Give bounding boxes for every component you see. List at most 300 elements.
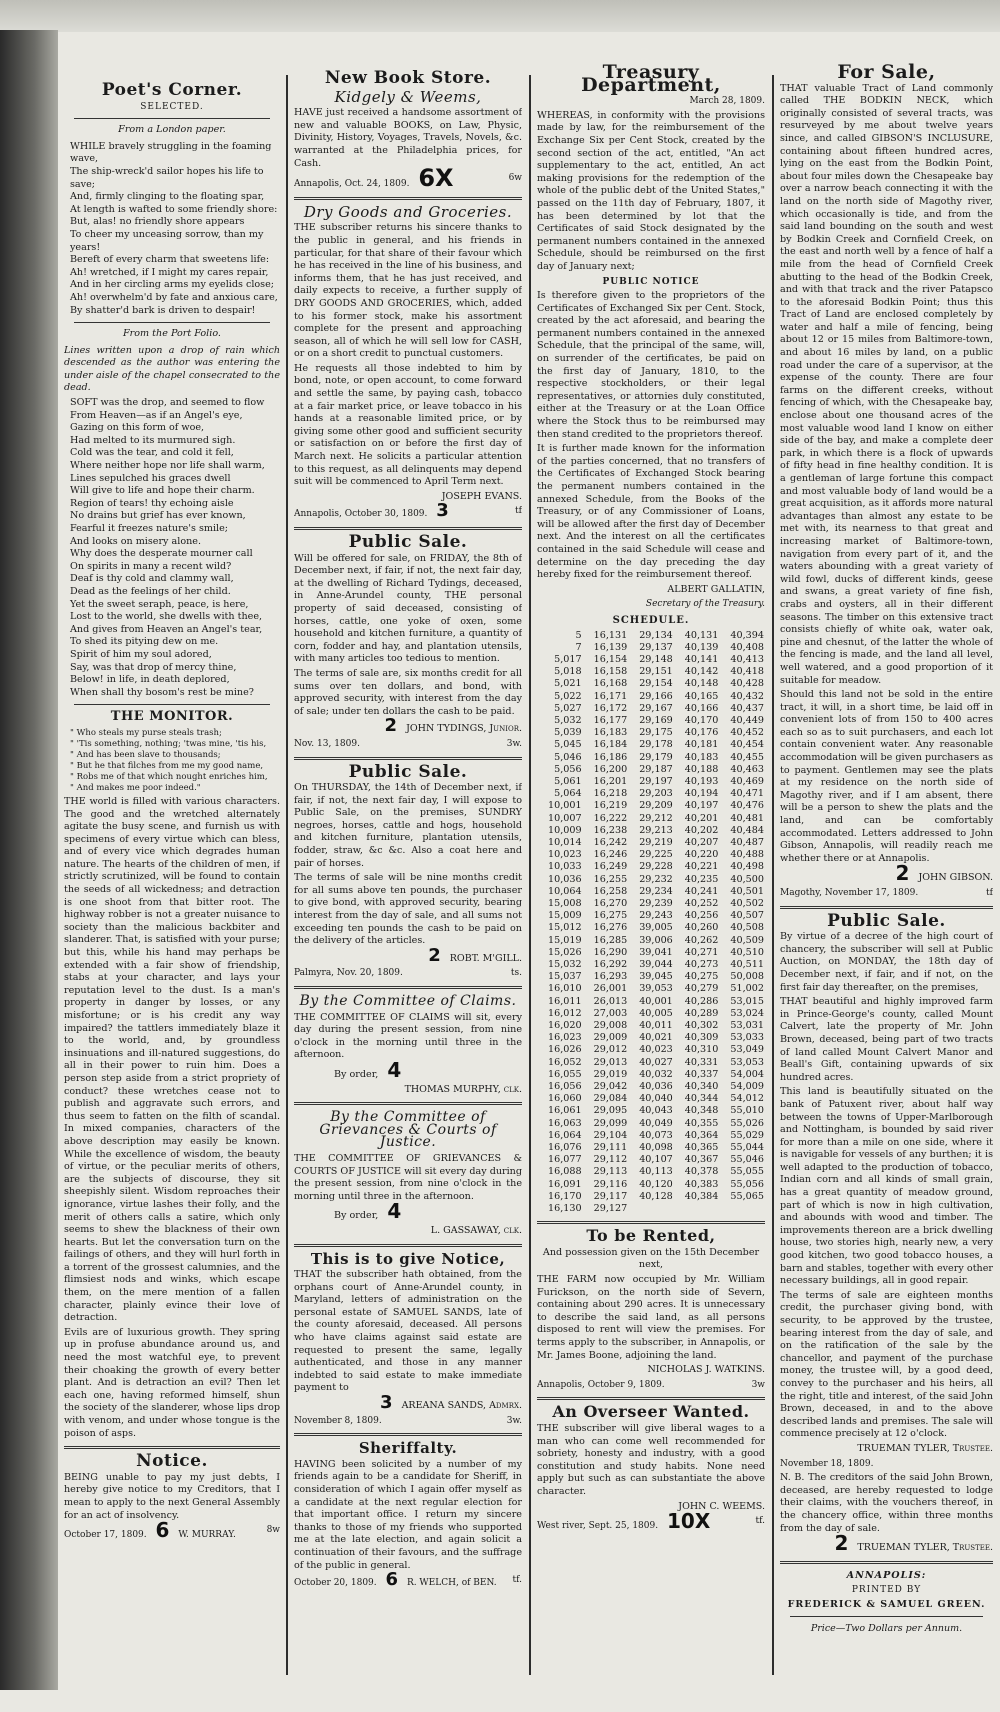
poem-line: Dead as the feelings of her child.	[70, 585, 231, 597]
schedule-cell: 40,310	[684, 1044, 719, 1056]
schedule-cell: 39,053	[639, 983, 673, 995]
schedule-table	[537, 630, 765, 1216]
divider	[74, 322, 270, 323]
schedule-cell: 40,043	[639, 1105, 673, 1117]
divider	[64, 1446, 280, 1449]
schedule-cell: 29,116	[593, 1178, 628, 1190]
claims-title: By the Committee of Claims.	[299, 993, 517, 1009]
schedule-cell: 40,408	[730, 641, 764, 653]
poem-line: At length is wafted to some friendly shore:	[70, 203, 278, 215]
schedule-cell: 16,170	[548, 1190, 582, 1202]
poem-line: On spirits in many a recent wild?	[70, 560, 232, 572]
schedule-cell: 40,011	[639, 1020, 673, 1032]
dry-goods-handwritten-mark: 3	[436, 500, 449, 522]
grievances-handwritten-mark: 4	[387, 1199, 402, 1224]
sheriffalty-date: October 20, 1809.	[294, 1578, 377, 1589]
divider	[780, 1561, 993, 1564]
schedule-cell: 16,246	[593, 849, 628, 861]
give-notice-date: November 8, 1809.	[294, 1415, 382, 1426]
poem-line: SOFT was the drop, and seemed to flow	[70, 397, 265, 409]
schedule-cell: 40,221	[684, 861, 719, 873]
schedule-cell	[628, 1203, 674, 1215]
schedule-cell: 55,055	[730, 1166, 764, 1178]
column-rule	[529, 75, 531, 1675]
schedule-cell: 16,020	[548, 1020, 582, 1032]
public-sale-1-body: Will be offered for sale, on FRIDAY, the 8th of December next, if fair, if not, the next fair day, at the dwelling of Richard Tydings, deceased, in Anne-Arundel county, THE personal property of said deceased, consisting of horses, cattle, one yoke of oxen, some household and kitchen furniture, a quantity of corn, fodder and hay, and plantation utensils, with many articles too tedious to mention.	[294, 552, 522, 665]
imprint-printers: FREDERICK & SAMUEL GREEN.	[787, 1598, 986, 1610]
schedule-cell: 40,309	[684, 1032, 719, 1044]
schedule-cell: 16,076	[548, 1142, 582, 1154]
schedule-cell: 16,064	[548, 1129, 582, 1141]
schedule-row	[537, 825, 765, 837]
poem-line: By shatter'd bark is driven to despair!	[70, 304, 256, 316]
schedule-cell: 5,039	[554, 727, 582, 739]
schedule-cell: 40,113	[639, 1166, 673, 1178]
schedule-row	[537, 1166, 765, 1178]
schedule-cell: 55,026	[730, 1117, 764, 1129]
divider	[780, 906, 993, 909]
schedule-cell: 40,502	[730, 898, 764, 909]
poem-line: Say, was that drop of mercy thine,	[70, 661, 237, 673]
schedule-cell: 40,367	[684, 1154, 719, 1166]
dry-goods-body-2: He requests all those indebted to him by bond, note, or open account, to come forward and settle the same, by paying cash, tobacco at a fair market price, or leave tobacco in his hands at a reasonable limited price, or by giving some other good and sufficient security or satisfaction on or before the first day of March next. He solicits a particular attention to this request, as all delinquents may depend suit will be commenced to April Term next.	[294, 362, 522, 488]
schedule-cell: 16,200	[593, 763, 628, 775]
public-sale-1-title: Public Sale.	[348, 532, 468, 552]
for-sale-signature: JOHN GIBSON.	[918, 872, 993, 884]
divider	[790, 1616, 983, 1617]
column-rule	[772, 75, 774, 1675]
give-notice-date-line	[294, 1415, 522, 1428]
schedule-cell: 16,219	[593, 800, 628, 812]
kidgely-date: Annapolis, Oct. 24, 1809.	[294, 179, 410, 190]
schedule-cell: 40,286	[684, 995, 719, 1007]
to-be-rented-date-line	[537, 1379, 765, 1392]
schedule-cell: 29,243	[639, 910, 673, 922]
schedule-cell: 29,111	[593, 1142, 628, 1154]
schedule-cell: 16,184	[593, 739, 628, 751]
schedule-row	[537, 1118, 765, 1130]
poem-line: But, alas! no friendly shore appears	[70, 216, 245, 228]
schedule-cell: 16,077	[548, 1154, 582, 1166]
notice-handwritten-mark: 6	[155, 1518, 170, 1543]
schedule-row	[537, 788, 765, 800]
schedule-cell: 40,481	[730, 812, 764, 824]
schedule-cell: 40,455	[730, 751, 764, 763]
schedule-cell: 40,194	[684, 788, 719, 800]
poem-line: No drains but grief has ever known,	[70, 510, 246, 522]
schedule-cell: 40,484	[730, 824, 764, 836]
poem-line: Where neither hope nor life shall warm,	[70, 460, 265, 472]
sheriffalty-title: Sheriffalty.	[358, 1439, 458, 1458]
schedule-cell: 40,428	[730, 678, 764, 690]
schedule-cell: 40,040	[639, 1093, 673, 1105]
schedule-cell: 5,018	[554, 666, 582, 678]
poem-line: Bereft of every charm that sweetens life:	[70, 254, 270, 266]
schedule-cell: 16,052	[548, 1056, 582, 1068]
schedule-cell: 16,242	[593, 836, 628, 848]
schedule-cell: 40,201	[684, 812, 719, 824]
schedule-cell: 29,134	[639, 629, 673, 641]
schedule-row	[537, 1154, 765, 1166]
schedule-title: SCHEDULE.	[612, 614, 690, 626]
monitor-body-2: Evils are of luxurious growth. They spring up in profuse abundance around us, and need the most watchful eye, to prevent their choaking the growth of every better plant. And is detraction an evil? Then let each one, having reformed himself, shun the society of the slanderer, whose lips drop with venom, and under whose tongue is the poison of asps.	[64, 1326, 280, 1439]
schedule-cell: 40,487	[730, 836, 764, 848]
schedule-cell: 29,151	[639, 666, 673, 678]
schedule-cell: 40,241	[684, 885, 719, 897]
sheriffalty-body: HAVING been solicited by a number of my friends again to be a candidate for Sheriff, in consideration of which I again offer myself as a candidate at the next regular election for that important office. I return my sincere thanks to those of my friends who supported me at the late election, and again solicit a continuation of their favours, and the suffrage of the public in general.	[294, 1458, 522, 1571]
schedule-cell: 53,049	[730, 1044, 764, 1056]
schedule-cell: 40,302	[684, 1020, 719, 1032]
imprint-printed-by: PRINTED BY	[851, 1585, 922, 1596]
poem-line: Gazing on this form of woe,	[70, 422, 205, 434]
for-sale-footer	[780, 861, 993, 886]
schedule-row	[537, 886, 765, 898]
schedule-cell: 15,008	[548, 898, 582, 909]
schedule-row	[537, 1093, 765, 1105]
poem-line: From Heaven—as if an Angel's eye,	[70, 409, 243, 421]
schedule-cell: 16,201	[593, 775, 628, 787]
schedule-cell: 40,348	[684, 1105, 719, 1117]
schedule-cell: 29,232	[639, 873, 673, 885]
schedule-cell: 40,142	[684, 666, 719, 678]
schedule-cell: 40,107	[639, 1154, 673, 1166]
claims-body: THE COMMITTEE OF CLAIMS will sit, every day during the present session, from nine o'clock in the morning until three in the afternoon.	[294, 1011, 522, 1061]
schedule-cell: 40,188	[684, 763, 719, 775]
poem-line: Region of tears! thy echoing aisle	[70, 497, 234, 509]
for-sale-handwritten-mark: 2	[895, 861, 910, 886]
give-notice-handwritten-mark: 3	[380, 1392, 393, 1414]
notice-signature: W. MURRAY.	[178, 1530, 236, 1541]
schedule-cell: 40,170	[684, 714, 719, 726]
schedule-cell: 55,029	[730, 1129, 764, 1141]
schedule-cell: 39,005	[639, 922, 673, 934]
public-sale-1-date: Nov. 13, 1809.	[294, 738, 360, 749]
schedule-cell: 16,158	[593, 666, 628, 678]
monitor-body: THE world is filled with various characters. The good and the wretched alternately agitate the busy scene, and furnish us with specimens of every virtue which can bless, and of every vice which degrades human nature. The hearts of the children of men, if strictly scrutinized, will be found to contain the seeds of all wickedness; and detraction is one shoot from that bitter root. The highway robber is not a greater nuisance to society than the malicious backbiter and slanderer. That, is satisfied with your purse; but this, while his hand may perhaps be extended with a fair show of friendship, stabs at your character, and lays your reputation level to the dust. Is a man's property in danger by losses, or any misfortune; or is his credit any way impaired? the tattlers immediately blaze it to the world, and, by groundless insinuations and ill-natured suggestions, do all in their power to ruin him. Does a person step aside from a strict propriety of conduct? these wretches cease not to publish and aggravate such errors, and thus seem to fatten on the filth of scandal. In mixed companies, characters of the above description may easily be known. While the excellence of wisdom, the beauty of virtue, or the peculiar merits of others, are the subjects of discourse, they sit sheepishly silent. Wisdom reproaches their ignorance, virtue lashes their folly, and the merit of others calls a satire, which only seems to shew the blackness of their own hearts. But let the conversation turn on the failings of others, and they will hurl forth in a torrent of the grossest calumnies, and the flimsiest nods and winks, which escape them, on the mere mention of a fallen character, plainly evince their love of detraction.	[64, 795, 280, 1324]
quote-line: " And makes me poor indeed."	[70, 782, 201, 793]
schedule-row	[537, 947, 765, 959]
schedule-cell: 10,036	[548, 873, 582, 885]
schedule-cell: 5,032	[554, 714, 582, 726]
schedule-cell: 40,235	[684, 873, 719, 885]
treasury-body-2: Is therefore given to the proprietors of the Certificates of Exchanged Six per Cent. Stock, created by the act aforesaid, and bearing the permanent numbers contained in the annexed Schedule, that the principal of the same, will, on surrender of the certificates, be paid on the first day of January, 1810, to the respective stockholders, or their legal representatives, or attornies duly constituted, either at the Treasury or at the Loan Office where the Stock thus to be reimbursed may then stand credited to the proprietors thereof.	[537, 290, 765, 440]
poem-1	[64, 141, 280, 317]
schedule-cell: 29,167	[639, 702, 673, 714]
poem-line: Lost to the world, she dwells with thee,	[70, 611, 263, 623]
poem-line: To shed its pitying dew on me.	[70, 636, 219, 648]
dry-goods-footer	[294, 500, 522, 522]
schedule-cell: 40,500	[730, 873, 764, 885]
dry-goods-date: Annapolis, October 30, 1809.	[294, 509, 428, 520]
claims-by-order-line	[294, 1057, 522, 1082]
schedule-cell: 29,179	[639, 751, 673, 763]
schedule-cell: 16,290	[593, 946, 628, 958]
poem-line: Deaf is thy cold and clammy wall,	[70, 573, 234, 585]
grievances-body: THE COMMITTEE OF GRIEVANCES & COURTS OF JUSTICE will sit every day during the present session, from nine o'clock in the morning until three in the afternoon.	[294, 1152, 522, 1202]
schedule-cell: 5,021	[554, 678, 582, 690]
schedule-cell: 40,252	[684, 898, 719, 909]
schedule-cell: 40,021	[639, 1032, 673, 1044]
schedule-cell: 29,212	[639, 812, 673, 824]
schedule-row	[537, 1081, 765, 1093]
poem-line: Had melted to its murmured sigh.	[70, 434, 236, 446]
public-sale-3-nb: N. B. The creditors of the said John Brown, deceased, are hereby requested to lodge their claims, with the vouchers thereof, in the chancery office, within three months from the day of sale.	[780, 1472, 993, 1534]
schedule-cell: 16,285	[593, 934, 628, 946]
poets-corner-title: Poet's Corner.	[101, 80, 243, 100]
grievances-signature: L. GASSAWAY, clk.	[430, 1224, 522, 1236]
schedule-cell: 29,008	[593, 1020, 628, 1032]
schedule-cell: 16,293	[593, 971, 628, 983]
schedule-row	[537, 813, 765, 825]
give-notice-body: THAT the subscriber hath obtained, from the orphans court of Anne-Arundel county, in Maryland, letters of administration on the personal estate of SAMUEL SANDS, late of the county aforesaid, deceased. All persons who have claims against said estate are requested to present the same, legally authenticated, and those in any manner indebted to said estate to make immediate payment to	[294, 1269, 522, 1394]
column-3	[537, 40, 765, 1690]
public-sale-3-body: THAT beautiful and highly improved farm in Prince-George's county, called Mount Calvert, late the property of Mr. John Brown, deceased, being part of two tracts of land called Mount Calvert Manor and Beall's Gift, containing upwards of six hundred acres.	[780, 996, 993, 1083]
to-be-rented-subtitle: And possession given on the 15th December next,	[542, 1246, 760, 1271]
divider	[294, 1244, 522, 1247]
schedule-cell: 29,225	[639, 849, 673, 861]
public-sale-1-body-2: The terms of sale are, six months credit for all sums over ten dollars, and bond, with approved security, with interest from the day of sale; under ten dollars the cash to be paid.	[294, 667, 522, 717]
sheriffalty-tag: tf.	[512, 1575, 522, 1586]
schedule-cell: 16,249	[593, 861, 628, 873]
claims-handwritten-mark: 4	[387, 1057, 402, 1082]
schedule-cell: 40,220	[684, 849, 719, 861]
overseer-tag: tf.	[755, 1516, 765, 1527]
schedule-row	[537, 935, 765, 947]
public-sale-2-tag: ts.	[510, 968, 522, 979]
schedule-cell: 40,036	[639, 1081, 673, 1093]
divider	[74, 118, 270, 119]
schedule-cell: 40,120	[639, 1178, 673, 1190]
schedule-cell: 29,197	[639, 775, 673, 787]
imprint-city: ANNAPOLIS:	[846, 1569, 927, 1581]
schedule-row	[537, 727, 765, 739]
claims-by-order: By order,	[334, 1068, 379, 1080]
from-port-folio-label: From the Port Folio.	[123, 328, 221, 340]
public-sale-2-date: Palmyra, Nov. 20, 1809.	[294, 968, 403, 979]
schedule-cell: 40,471	[730, 788, 764, 800]
schedule-cell: 26,013	[593, 995, 628, 1007]
public-sale-2-body: On THURSDAY, the 14th of December next, if fair, if not, the next fair day, I will expose to Public Sale, on the premises, SUNDRY negroes, horses, cattle and hogs, household and kitchen furniture, plantation utensils, fodder, straw, &c &c. Also a coat here and pair of horses.	[294, 782, 522, 869]
schedule-cell: 16,091	[548, 1178, 582, 1190]
schedule-cell: 40,437	[730, 702, 764, 714]
poem-line: The ship-wreck'd sailor hopes his life to save;	[70, 165, 264, 190]
schedule-cell: 16,088	[548, 1166, 582, 1178]
schedule-cell: 16,183	[593, 727, 628, 739]
divider	[294, 197, 522, 200]
public-sale-2-signature: ROBT. M'GILL.	[449, 952, 522, 964]
schedule-row	[537, 642, 765, 654]
schedule-cell: 29,213	[639, 824, 673, 836]
schedule-cell: 40,166	[684, 702, 719, 714]
schedule-cell: 29,084	[593, 1093, 628, 1105]
schedule-cell: 29,209	[639, 800, 673, 812]
treasury-signature-title: Secretary of the Treasury.	[645, 599, 765, 610]
schedule-cell: 15,019	[548, 934, 582, 946]
notice-footer	[64, 1518, 280, 1543]
give-notice-title: This is to give Notice,	[310, 1249, 506, 1268]
divider	[294, 1433, 522, 1436]
schedule-row	[537, 1008, 765, 1020]
schedule-cell: 29,187	[639, 763, 673, 775]
to-be-rented-body: THE FARM now occupied by Mr. William Furickson, on the north side of Severn, containing about 290 acres. It is unnecessary to describe the said land, as all persons disposed to rent will view the premises. For terms apply to the subscriber, in Annapolis, or Mr. James Boone, adjoining the land.	[537, 1274, 765, 1361]
poem-line: Below! in life, in death deplored,	[70, 674, 230, 686]
schedule-cell: 10,033	[548, 861, 582, 873]
schedule-row	[537, 1203, 765, 1215]
schedule-cell: 40,463	[730, 763, 764, 775]
schedule-cell: 40,355	[684, 1117, 719, 1129]
schedule-cell: 29,166	[639, 690, 673, 702]
schedule-cell: 40,207	[684, 836, 719, 848]
to-be-rented-tag: 3w	[751, 1379, 765, 1390]
schedule-row	[537, 764, 765, 776]
public-sale-1-date-line	[294, 738, 522, 751]
treasury-title: Treasury Department,	[581, 61, 721, 96]
schedule-cell: 16,276	[593, 922, 628, 934]
schedule-cell: 55,056	[730, 1178, 764, 1190]
schedule-row	[537, 996, 765, 1008]
schedule-cell: 40,148	[684, 678, 719, 690]
schedule-cell: 40,275	[684, 971, 719, 983]
schedule-cell: 55,065	[730, 1190, 764, 1202]
top-edge	[0, 0, 1000, 32]
schedule-row	[537, 1142, 765, 1154]
poem-line: Fearful it freezes nature's smile;	[70, 523, 229, 534]
schedule-cell: 40,005	[639, 1007, 673, 1019]
schedule-cell: 29,042	[593, 1081, 628, 1093]
public-sale-3-body-3: The terms of sale are eighteen months credit, the purchaser giving bond, with security, to be approved by the trustee, bearing interest from the day of sale, and on the ratification of the sale by the chancellor, and payment of the purchase money, the trustee will, by a good deed, convey to the purchaser and his heirs, all the right, title and interest, of the said John Brown, deceased, in and to the above described lands and premises. The sale will commence precisely at 12 o'clock.	[780, 1289, 993, 1440]
dry-goods-title: Dry Goods and Groceries.	[303, 202, 513, 221]
schedule-row	[537, 630, 765, 642]
schedule-cell: 40,049	[639, 1117, 673, 1129]
schedule-cell: 40,432	[730, 690, 764, 702]
schedule-cell: 5,017	[554, 653, 582, 665]
schedule-cell: 40,181	[684, 739, 719, 751]
poem-line: To cheer my unceasing sorrow, than my years!	[70, 228, 264, 253]
schedule-row	[537, 971, 765, 983]
schedule-cell: 40,193	[684, 775, 719, 787]
poem-line: And in her circling arms my eyelids close;	[70, 279, 275, 291]
schedule-cell: 27,003	[593, 1007, 628, 1019]
schedule-cell: 16,130	[548, 1203, 582, 1215]
schedule-cell: 40,139	[684, 641, 719, 653]
schedule-cell: 16,258	[593, 885, 628, 897]
grievances-title: By the Committee of Grievances & Courts of Justice.	[319, 1109, 497, 1151]
sheriffalty-footer	[294, 1569, 522, 1591]
schedule-cell: 40,507	[730, 910, 764, 922]
public-sale-3-handwritten-mark: 2	[834, 1531, 849, 1556]
monitor-quote	[64, 728, 280, 794]
schedule-cell: 16,026	[548, 1044, 582, 1056]
schedule-cell: 55,010	[730, 1105, 764, 1117]
schedule-cell: 40,176	[684, 727, 719, 739]
poem-line: When shall thy bosom's rest be mine?	[70, 686, 254, 698]
schedule-cell: 16,061	[548, 1105, 582, 1117]
schedule-cell: 40,454	[730, 739, 764, 751]
schedule-cell: 5,045	[554, 739, 582, 751]
schedule-cell: 10,001	[548, 800, 582, 812]
schedule-cell: 39,041	[639, 946, 673, 958]
schedule-cell: 40,131	[684, 629, 719, 641]
poem-line: Spirit of him my soul adored,	[70, 648, 212, 660]
schedule-cell	[719, 1203, 765, 1215]
schedule-cell: 5,056	[554, 763, 582, 775]
to-be-rented-title: To be Rented,	[586, 1226, 716, 1246]
schedule-cell: 29,175	[639, 727, 673, 739]
schedule-cell: 40,449	[730, 714, 764, 726]
schedule-cell: 16,275	[593, 910, 628, 922]
overseer-title: An Overseer Wanted.	[552, 1402, 750, 1422]
poem-line: Ah! overwhelm'd by fate and anxious care,	[70, 291, 278, 303]
public-sale-1-signature: JOHN TYDINGS, Junior.	[406, 723, 522, 735]
notice-tag: 8w	[266, 1525, 280, 1536]
kidgely-weems-title: Kidgely & Weems,	[334, 87, 482, 106]
kidgely-body: HAVE just received a handsome assortment of new and valuable BOOKS, on Law, Physic, Divinity, History, Voyages, Travels, Novels, &c. warranted at the Philadelphia prices, for Cash.	[294, 107, 522, 169]
schedule-cell: 16,060	[548, 1093, 582, 1105]
grievances-by-order: By order,	[334, 1210, 379, 1222]
for-sale-title: For Sale,	[837, 61, 936, 83]
schedule-cell: 29,228	[639, 861, 673, 873]
divider	[294, 527, 522, 530]
sheriffalty-handwritten-mark: 6	[385, 1569, 399, 1591]
schedule-cell: 29,009	[593, 1032, 628, 1044]
poem-line: And, firmly clinging to the floating spar,	[70, 191, 265, 203]
give-notice-tag: 3w.	[506, 1415, 522, 1426]
schedule-cell: 5,061	[554, 775, 582, 787]
give-notice-signature: AREANA SANDS, Admrx.	[401, 1400, 522, 1412]
schedule-cell: 40,418	[730, 666, 764, 678]
schedule-row	[537, 678, 765, 690]
schedule-cell: 5,046	[554, 751, 582, 763]
schedule-cell: 15,037	[548, 971, 582, 983]
schedule-row	[537, 800, 765, 812]
schedule-cell: 40,260	[684, 922, 719, 934]
schedule-cell: 16,012	[548, 1007, 582, 1019]
schedule-row	[537, 837, 765, 849]
schedule-row	[537, 752, 765, 764]
schedule-cell: 40,141	[684, 653, 719, 665]
for-sale-date-line	[780, 887, 993, 900]
schedule-cell: 29,178	[639, 739, 673, 751]
schedule-row	[537, 1191, 765, 1203]
quote-line: " Who steals my purse steals trash;	[70, 727, 222, 738]
divider	[294, 986, 522, 989]
poem-line: Why does the desperate mourner call	[70, 548, 253, 560]
schedule-cell: 39,045	[639, 971, 673, 983]
schedule-cell: 39,006	[639, 934, 673, 946]
schedule-row	[537, 1069, 765, 1081]
claims-signature: THOMAS MURPHY, clk.	[404, 1083, 522, 1095]
schedule-row	[537, 1020, 765, 1032]
schedule-cell: 16,023	[548, 1032, 582, 1044]
schedule-row	[537, 861, 765, 873]
schedule-cell: 54,012	[730, 1093, 764, 1105]
notice-title: Notice.	[136, 1451, 208, 1472]
schedule-cell: 29,219	[639, 836, 673, 848]
public-sale-3-signature: TRUEMAN TYLER, Trustee.	[857, 1442, 993, 1454]
quote-line: " But he that filches from me my good name,	[70, 760, 264, 771]
for-sale-date: Magothy, November 17, 1809.	[780, 888, 919, 898]
schedule-cell: 40,197	[684, 800, 719, 812]
public-sale-3-signature-2: TRUEMAN TYLER, Trustee.	[857, 1542, 993, 1554]
divider	[294, 1102, 522, 1105]
schedule-row	[537, 1057, 765, 1069]
schedule-row	[537, 703, 765, 715]
schedule-row	[537, 1032, 765, 1044]
schedule-row	[537, 898, 765, 910]
schedule-cell: 29,154	[639, 678, 673, 690]
schedule-cell: 16,131	[593, 629, 628, 641]
schedule-cell: 16,177	[593, 714, 628, 726]
